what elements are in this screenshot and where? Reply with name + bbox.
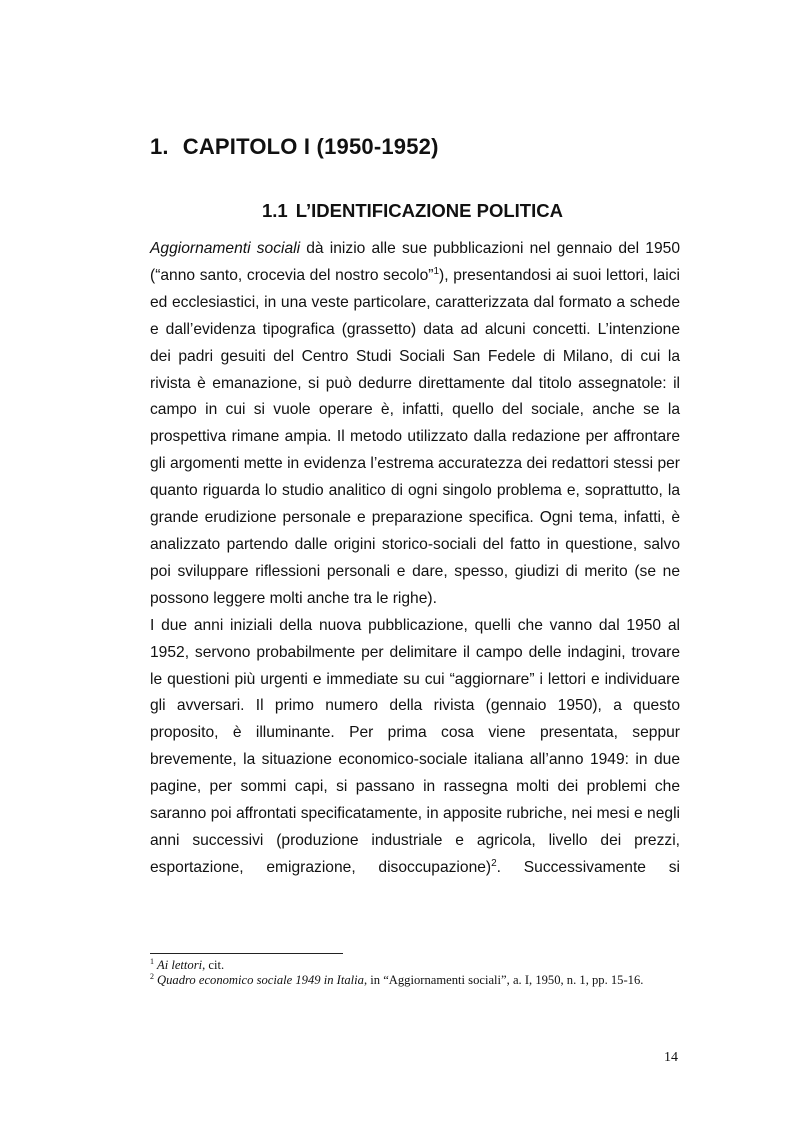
paragraph-1-text-a: dà inizio alle sue pubblicazioni nel gennaio del 1950 (“anno santo, crocevia del nostro secolo” (150, 240, 680, 284)
paragraph-1-text-b: ), presentandosi ai suoi lettori, laici ed ecclesiastici, in una veste particolare, caratterizzata dal formato a schede e dall’evidenza tipografica (grassetto) data ad alcuni concetti. L’intenzione dei padri gesuiti del Centro Studi Sociali San Fedele di Milano, di cui la rivista è emanazione, si può dedurre direttamente dal titolo assegnatole: il campo in cui si vuole operare è, infatti, quello del sociale, anche se la prospettiva rimane ampia. Il metodo utilizzato dalla redazione per affrontare gli argomenti mette in evidenza l’estrema accuratezza dei redattori stessi per quanto riguarda lo studio analitico di ogni singolo problema e, soprattutto, la grande erudizione personale e preparazione specifica. Ogni tema, infatti, è analizzato partendo dalle origini storico-sociali del fatto in questione, salvo poi sviluppare riflessioni personali e dare, spesso, giudizi di merito (se ne possono leggere molti anche tra le righe). (150, 266, 680, 607)
chapter-title: CAPITOLO I (1950-1952) (182, 134, 439, 159)
footnote-number: 2 (150, 971, 154, 981)
footnote-1 (150, 958, 710, 973)
section-heading (262, 200, 563, 222)
footnote-title: Quadro economico sociale 1949 in Italia (157, 973, 364, 987)
paragraph-2 (150, 613, 680, 882)
footnote-title: Ai lettori (157, 958, 203, 972)
page-number: 14 (664, 1050, 678, 1065)
paragraph-2-text-b: . Successivamente si (496, 858, 680, 876)
footnote-ref-1: 1 (433, 265, 440, 277)
footnote-separator (150, 953, 343, 954)
footnote-ref-2: 2 (491, 857, 497, 869)
footnote-text: , in “Aggiornamenti sociali”, a. I, 1950, n. 1, pp. 15-16. (363, 973, 644, 987)
journal-title: Aggiornamenti sociali (150, 240, 301, 257)
section-title: L’IDENTIFICAZIONE POLITICA (295, 200, 563, 221)
chapter-number: 1. (150, 134, 169, 159)
footnote-text: , cit. (202, 958, 225, 972)
footnote-number: 1 (150, 956, 154, 966)
section-number: 1.1 (262, 200, 288, 221)
footnotes (150, 958, 710, 988)
chapter-heading (150, 134, 439, 160)
footnote-2 (150, 973, 710, 988)
paragraph-1 (150, 236, 680, 613)
paragraph-2-text-a: I due anni iniziali della nuova pubblicazione, quelli che vanno dal 1950 al 1952, servono probabilmente per delimitare il campo delle indagini, trovare le questioni più urgenti e immediate su cui “aggiornare” i lettori e individuare gli avversari. Il primo numero della rivista (gennaio 1950), a questo proposito, è illuminante. Per prima cosa viene presentata, seppur brevemente, la situazione economico-sociale italiana all’anno 1949: in due pagine, per sommi capi, si passano in rassegna molti dei problemi che saranno poi affrontati specificatamente, in apposite rubriche, nei mesi e negli anni successivi (produzione industriale e agricola, livello dei prezzi, esportazione, emigrazione, disoccupazione) (150, 616, 680, 876)
body-text (150, 236, 680, 882)
